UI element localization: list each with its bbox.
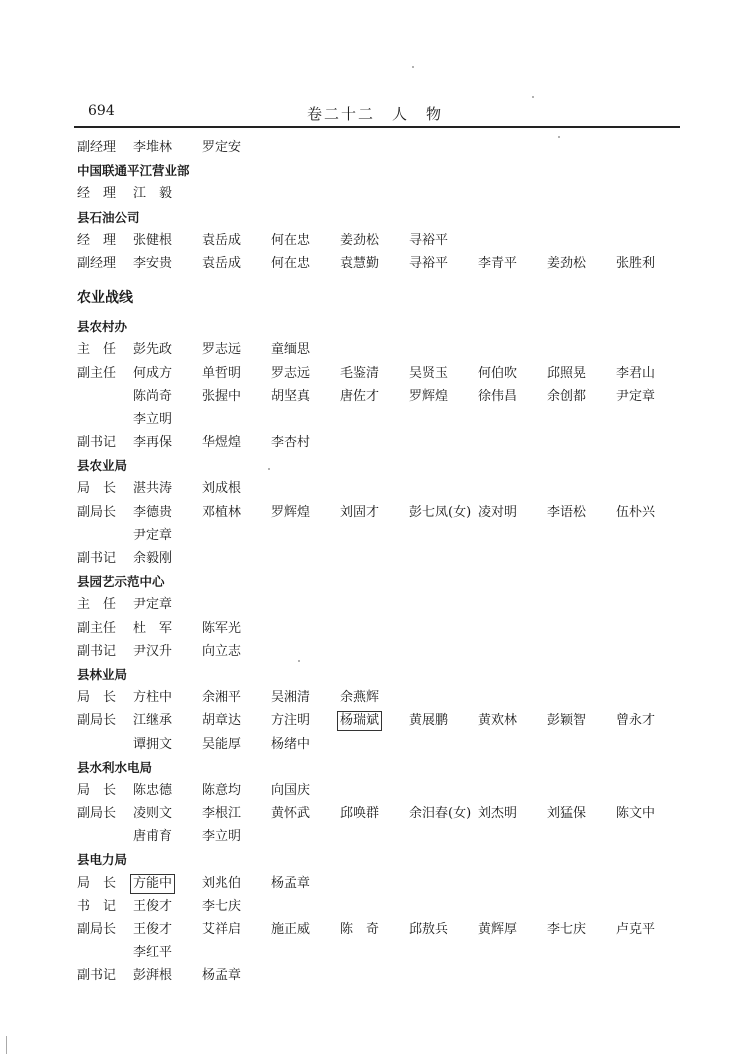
position-title: 局 长	[77, 875, 117, 891]
person-name: 何在忠	[271, 232, 311, 248]
person-name: 黄怀武	[271, 806, 311, 822]
person-name: 袁岳成	[202, 232, 242, 248]
entry-row	[0, 825, 750, 848]
position-title: 副经理	[77, 140, 117, 155]
person-name: 寻裕平	[409, 255, 449, 271]
section-heading: 县石油公司	[77, 209, 140, 225]
person-name: 单哲明	[202, 365, 242, 381]
section-heading: 县电力局	[77, 852, 128, 868]
position-title: 副局长	[77, 713, 117, 729]
person-name: 余毅刚	[133, 551, 173, 566]
person-name: 凌对明	[478, 504, 518, 520]
person-name: 罗志远	[202, 342, 242, 358]
person-name: 余汨春(女)	[409, 806, 472, 822]
person-name: 刘兆伯	[202, 875, 242, 891]
person-name: 黄辉厚	[478, 922, 518, 937]
person-name: 江继承	[133, 713, 173, 729]
person-name: 李德贵	[133, 504, 173, 520]
scan-speck	[412, 66, 414, 68]
section-line	[0, 570, 750, 593]
person-name: 李立明	[133, 411, 173, 427]
section-line	[0, 663, 750, 686]
position-title: 副书记	[77, 551, 117, 566]
person-name: 彭湃根	[133, 968, 173, 984]
section-line	[0, 454, 750, 477]
person-name: 尹汉升	[133, 643, 173, 659]
person-name: 吴湘清	[271, 690, 311, 706]
person-name: 伍朴兴	[616, 504, 656, 520]
section-heading: 县水利水电局	[77, 759, 153, 775]
person-name: 曾永才	[616, 713, 656, 729]
person-name: 杨瑞斌	[337, 711, 382, 731]
person-name: 谭拥文	[133, 736, 173, 752]
person-name: 向立志	[202, 643, 242, 659]
person-name: 寻裕平	[409, 232, 449, 248]
section-line	[0, 159, 750, 182]
section-heading: 县园艺示范中心	[77, 574, 165, 590]
position-title: 副主任	[77, 620, 117, 636]
section-heading: 中国联通平江营业部	[77, 163, 190, 179]
section-heading: 县农村办	[77, 319, 128, 335]
person-name: 吴能厚	[202, 736, 242, 752]
entry-row	[0, 362, 750, 385]
position-title: 副经理	[77, 255, 117, 271]
entry-row	[0, 617, 750, 640]
position-title: 副主任	[77, 365, 117, 381]
person-name: 尹定章	[133, 527, 173, 543]
entry-row	[0, 779, 750, 802]
person-name: 胡坚真	[271, 388, 311, 404]
person-name: 陈意均	[202, 782, 242, 798]
person-name: 余创都	[547, 388, 587, 404]
section-line	[0, 756, 750, 779]
person-name: 何成方	[133, 365, 173, 381]
scan-edge-mark	[6, 1036, 7, 1054]
person-name: 陈尚奇	[133, 388, 173, 404]
person-name: 尹定章	[133, 597, 173, 613]
position-title: 副书记	[77, 968, 117, 984]
section-heading: 县林业局	[77, 666, 128, 682]
person-name: 胡章达	[202, 713, 242, 729]
person-name: 邓植林	[202, 504, 242, 520]
scan-speck	[298, 660, 300, 662]
position-title: 副局长	[77, 922, 117, 937]
person-name: 王俊才	[133, 898, 173, 914]
person-name: 张胜利	[616, 255, 656, 271]
person-name: 罗辉煌	[409, 388, 449, 404]
person-name: 李安贵	[133, 255, 173, 271]
person-name: 何伯吹	[478, 365, 518, 381]
person-name: 刘成根	[202, 481, 242, 497]
person-name: 唐甫育	[133, 829, 173, 845]
position-title: 书 记	[77, 898, 117, 914]
person-name: 李立明	[202, 829, 242, 845]
person-name: 姜劲松	[547, 255, 587, 271]
entry-row	[0, 640, 750, 663]
person-name: 刘固才	[340, 504, 380, 520]
position-title: 经 理	[77, 186, 117, 202]
person-name: 方注明	[271, 713, 311, 729]
person-name: 吴贤玉	[409, 365, 449, 381]
person-name: 罗辉煌	[271, 504, 311, 520]
scan-speck	[268, 468, 270, 470]
running-title: 卷二十二 人 物	[306, 105, 443, 123]
position-title: 局 长	[77, 481, 117, 497]
entry-row	[0, 431, 750, 454]
person-name: 江 毅	[133, 186, 173, 202]
entry-row	[0, 964, 750, 987]
person-name: 张健根	[133, 232, 173, 248]
person-name: 李堆林	[133, 140, 173, 155]
person-name: 何在忠	[271, 255, 311, 271]
position-title: 局 长	[77, 690, 117, 706]
person-name: 张握中	[202, 388, 242, 404]
person-name: 刘杰明	[478, 806, 518, 822]
section-line	[0, 848, 750, 871]
chapter-heading: 农业战线	[77, 290, 133, 307]
person-name: 尹定章	[616, 388, 656, 404]
person-name: 凌则文	[133, 806, 173, 822]
person-name: 湛共涛	[133, 481, 173, 497]
scan-speck	[558, 136, 560, 138]
person-name: 向国庆	[271, 782, 311, 798]
person-name: 李杏村	[271, 435, 311, 451]
person-name: 陈文中	[616, 806, 656, 822]
person-name: 黄展鹏	[409, 713, 449, 729]
person-name: 黄欢林	[478, 713, 518, 729]
person-name: 李红平	[133, 945, 173, 961]
person-name: 施正威	[271, 922, 311, 937]
person-name: 唐佐才	[340, 388, 380, 404]
person-name: 艾祥启	[202, 922, 242, 937]
person-name: 杨绪中	[271, 736, 311, 752]
entry-row	[0, 709, 750, 732]
position-title: 副书记	[77, 435, 117, 451]
person-name: 邱照晃	[547, 365, 587, 381]
position-title: 主 任	[77, 597, 117, 613]
person-name: 袁慧勤	[340, 255, 380, 271]
person-name: 方能中	[130, 874, 175, 894]
entry-row	[0, 252, 750, 275]
person-name: 王俊才	[133, 922, 173, 937]
entry-row	[0, 182, 750, 205]
entry-row	[0, 501, 750, 524]
entry-row	[0, 136, 750, 159]
person-name: 李七庆	[547, 922, 587, 937]
entry-row	[0, 802, 750, 825]
entry-row	[0, 593, 750, 616]
person-name: 杜 军	[133, 620, 173, 636]
person-name: 李青平	[478, 255, 518, 271]
person-name: 华煜煌	[202, 435, 242, 451]
entry-row	[0, 477, 750, 500]
entry-row	[0, 524, 750, 547]
person-name: 邱唤群	[340, 806, 380, 822]
person-name: 彭七凤(女)	[409, 504, 472, 520]
person-name: 余燕辉	[340, 690, 380, 706]
entry-row	[0, 941, 750, 964]
position-title: 局 长	[77, 782, 117, 798]
person-name: 彭颖智	[547, 713, 587, 729]
person-name: 杨孟章	[271, 875, 311, 891]
scan-speck	[532, 96, 534, 98]
entry-row	[0, 918, 750, 941]
person-name: 徐伟昌	[478, 388, 518, 404]
entry-row	[0, 338, 750, 361]
person-name: 余湘平	[202, 690, 242, 706]
person-name: 童缅思	[271, 342, 311, 358]
person-name: 袁岳成	[202, 255, 242, 271]
header-rule	[74, 126, 680, 128]
section-heading: 县农业局	[77, 458, 128, 474]
entry-row	[0, 408, 750, 431]
entry-row	[0, 229, 750, 252]
person-name: 方柱中	[133, 690, 173, 706]
person-name: 罗定安	[202, 140, 242, 155]
person-name: 李语松	[547, 504, 587, 520]
person-name: 杨孟章	[202, 968, 242, 984]
position-title: 主 任	[77, 342, 117, 358]
position-title: 副局长	[77, 504, 117, 520]
person-name: 刘猛保	[547, 806, 587, 822]
person-name: 陈忠德	[133, 782, 173, 798]
person-name: 邱敖兵	[409, 922, 449, 937]
person-name: 罗志远	[271, 365, 311, 381]
section-line	[0, 315, 750, 338]
person-name: 陈 奇	[340, 922, 380, 937]
person-name: 姜劲松	[340, 232, 380, 248]
position-title: 经 理	[77, 232, 117, 248]
entry-row	[0, 733, 750, 756]
position-title: 副书记	[77, 643, 117, 659]
person-name: 毛鉴清	[340, 365, 380, 381]
person-name: 李君山	[616, 365, 656, 381]
person-name: 李根江	[202, 806, 242, 822]
person-name: 李七庆	[202, 898, 242, 914]
entry-row	[0, 872, 750, 895]
person-name: 李再保	[133, 435, 173, 451]
position-title: 副局长	[77, 806, 117, 822]
page-number: 694	[88, 103, 115, 119]
directory-listing	[0, 136, 750, 988]
entry-row	[0, 547, 750, 570]
person-name: 卢克平	[616, 922, 656, 937]
person-name: 彭先政	[133, 342, 173, 358]
entry-row	[0, 686, 750, 709]
entry-row	[0, 895, 750, 918]
chapter-line	[0, 281, 750, 315]
entry-row	[0, 385, 750, 408]
section-line	[0, 206, 750, 229]
person-name: 陈军光	[202, 620, 242, 636]
